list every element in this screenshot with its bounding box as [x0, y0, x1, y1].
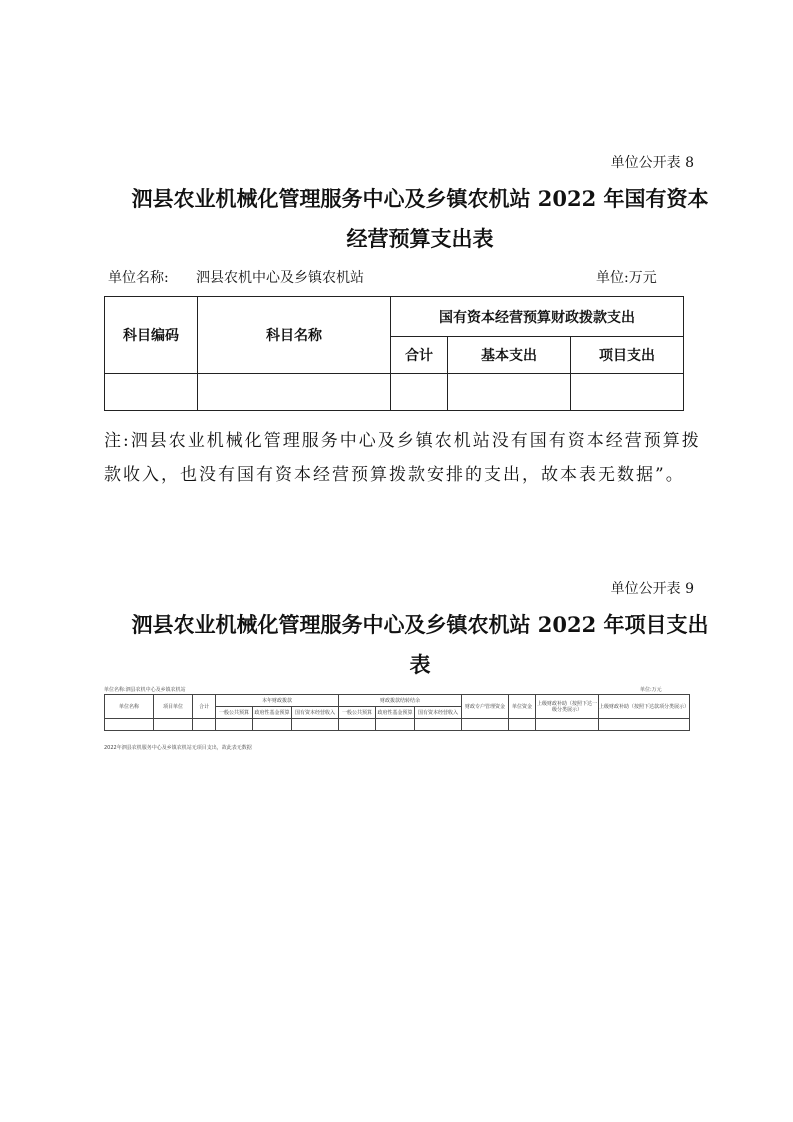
table-cell — [448, 374, 571, 411]
group-header: 国有资本经营预算财政拨款支出 — [391, 297, 684, 337]
col-header-name: 科目名称 — [198, 297, 391, 374]
unit-measure: 单位:万元 — [596, 270, 657, 286]
title9-line-1: 泗县农业机械化管理服务中心及乡镇农机站 2022 年项目支出 — [131, 612, 709, 637]
carry-general: 一般公共预算 — [339, 707, 376, 719]
carry-fund: 政府性基金预算 — [376, 707, 415, 719]
col-special: 财政专户管理资金 — [462, 695, 509, 719]
table-cell — [391, 374, 448, 411]
table-label-9: 单位公开表 9 — [610, 581, 694, 597]
table-cell — [571, 374, 684, 411]
cur-fund: 政府性基金预算 — [253, 707, 292, 719]
tiny-measure: 单位:万元 — [640, 687, 662, 693]
col-upper1: 上级财政补助（按照下达一级分类展示） — [536, 695, 599, 719]
table-cell — [198, 374, 391, 411]
tiny-unit-line: 单位名称:泗县农机中心及乡镇农机站 — [104, 687, 186, 693]
carry-state: 国有资本经营收入 — [415, 707, 462, 719]
col-unit-funds: 单位资金 — [509, 695, 536, 719]
table-row — [105, 374, 684, 411]
cur-general: 一般公共预算 — [216, 707, 253, 719]
note-line-1: 注:泗县农业机械化管理服务中心及乡镇农机站没有国有资本经营预算拨 — [104, 431, 701, 451]
state-capital-budget-table — [104, 296, 684, 411]
project-expense-table — [104, 694, 690, 731]
col-header-total: 合计 — [391, 337, 448, 374]
note — [104, 424, 704, 492]
table-label-8: 单位公开表 8 — [610, 155, 694, 171]
footnote: 2022年泗县农机服务中心及乡镇农机站无项目支出，故此表无数据 — [104, 745, 252, 751]
col-header-project: 项目支出 — [571, 337, 684, 374]
col-header-code: 科目编码 — [105, 297, 198, 374]
cur-state: 国有资本经营收入 — [292, 707, 339, 719]
col-unit: 单位名称 — [105, 695, 154, 719]
note-line-2: 款收入，也没有国有资本经营预算拨款安排的支出，故本表无数据”。 — [104, 465, 685, 485]
col-upper2: 上级财政补助（按照下达款项分类展示） — [599, 695, 690, 719]
title-line-2: 经营预算支出表 — [346, 226, 494, 251]
section9-title — [60, 608, 780, 682]
table-row — [105, 719, 690, 731]
unit-name-value: 泗县农机中心及乡镇农机站 — [196, 270, 364, 286]
group-current: 本年财政拨款 — [216, 695, 339, 707]
col-header-basic: 基本支出 — [448, 337, 571, 374]
page-title — [60, 182, 780, 256]
title9-line-2: 表 — [409, 652, 431, 677]
table-cell — [105, 374, 198, 411]
col-project: 项目单位 — [154, 695, 193, 719]
unit-name-label: 单位名称: — [108, 270, 169, 286]
title-line-1: 泗县农业机械化管理服务中心及乡镇农机站 2022 年国有资本 — [131, 186, 709, 211]
col-total: 合计 — [193, 695, 216, 719]
group-carry: 财政拨款结转结余 — [339, 695, 462, 707]
